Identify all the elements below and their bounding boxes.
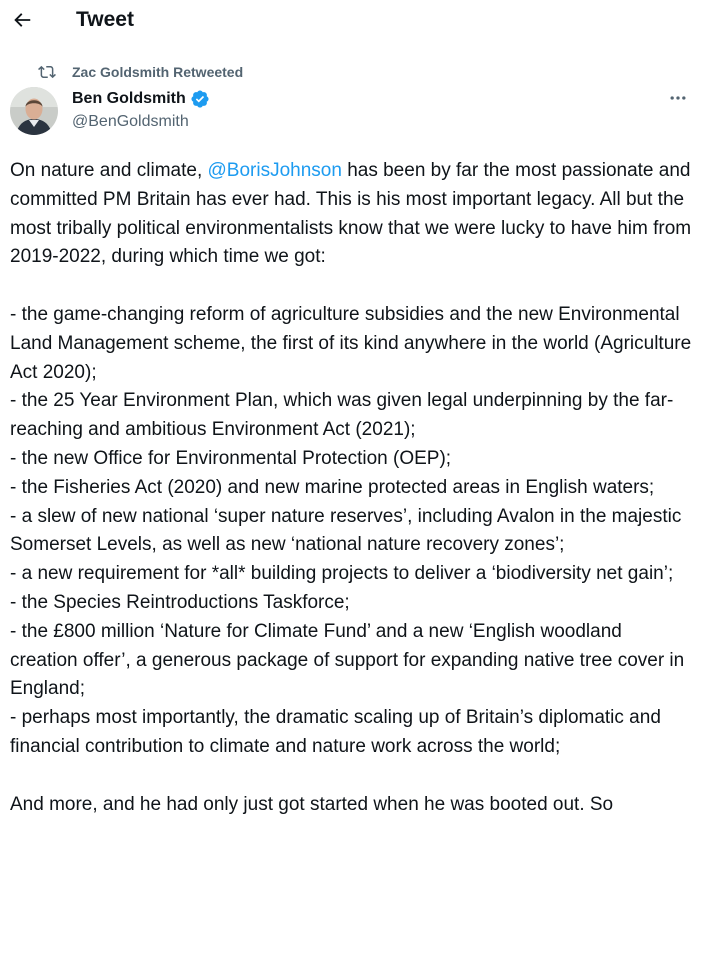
author-handle[interactable]: @BenGoldsmith xyxy=(72,113,189,130)
list-item: - perhaps most importantly, the dramatic scaling up of Britain’s diplomatic and financial contribution to climate and nature work across the world; xyxy=(10,707,667,757)
list-item: - the Fisheries Act (2020) and new marine protected areas in English waters; xyxy=(10,476,655,498)
tweet-outro: And more, and he had only just got started when he was booted out. So xyxy=(10,793,614,815)
verified-badge-icon[interactable] xyxy=(190,89,210,109)
author-info xyxy=(72,88,210,110)
list-item: - the game-changing reform of agriculture subsidies and the new Environmental Land Management scheme, the first of its kind anywhere in the world (Agriculture Act 2020); xyxy=(10,303,696,383)
retweet-indicator[interactable] xyxy=(38,63,243,81)
list-item: - a new requirement for *all* building projects to deliver a ‘biodiversity net gain’; xyxy=(10,563,674,585)
list-item: - the new Office for Environmental Protection (OEP); xyxy=(10,447,452,469)
author-name[interactable]: Ben Goldsmith xyxy=(72,90,186,107)
list-item: - the £800 million ‘Nature for Climate Fund’ and a new ‘English woodland creation offer’, a generous package of support for expanding native tree cover in England; xyxy=(10,620,690,700)
list-item: - the 25 Year Environment Plan, which was given legal underpinning by the far-reaching and ambitious Environment Act (2021); xyxy=(10,390,674,441)
more-options-button[interactable] xyxy=(664,88,692,108)
tweet-text xyxy=(10,157,697,819)
arrow-left-icon xyxy=(11,9,33,31)
top-bar xyxy=(0,0,701,44)
back-button[interactable] xyxy=(10,8,34,32)
list-item: - the Species Reintroductions Taskforce; xyxy=(10,591,350,613)
page-title: Tweet xyxy=(76,8,134,31)
more-options-icon xyxy=(668,88,688,108)
retweet-icon xyxy=(38,63,56,81)
avatar[interactable] xyxy=(10,87,58,135)
mention-link[interactable]: @BorisJohnson xyxy=(207,160,342,181)
blank-line xyxy=(10,272,694,301)
intro-text-before: On nature and climate, xyxy=(10,160,208,181)
retweet-label: Zac Goldsmith Retweeted xyxy=(72,64,244,80)
blank-line xyxy=(10,762,694,791)
intro-text-after: has been by far the most passionate and committed PM Britain has ever had. This is his most important legacy. All but the most tribally political environmentalists know that we were lucky to have him from 2019-2022, during which time we got: xyxy=(10,160,697,268)
tweet-intro xyxy=(10,157,697,272)
list-item: - a slew of new national ‘super nature reserves’, including Avalon in the majestic Somerset Levels, as well as new ‘national nature recovery zones’; xyxy=(10,505,687,556)
